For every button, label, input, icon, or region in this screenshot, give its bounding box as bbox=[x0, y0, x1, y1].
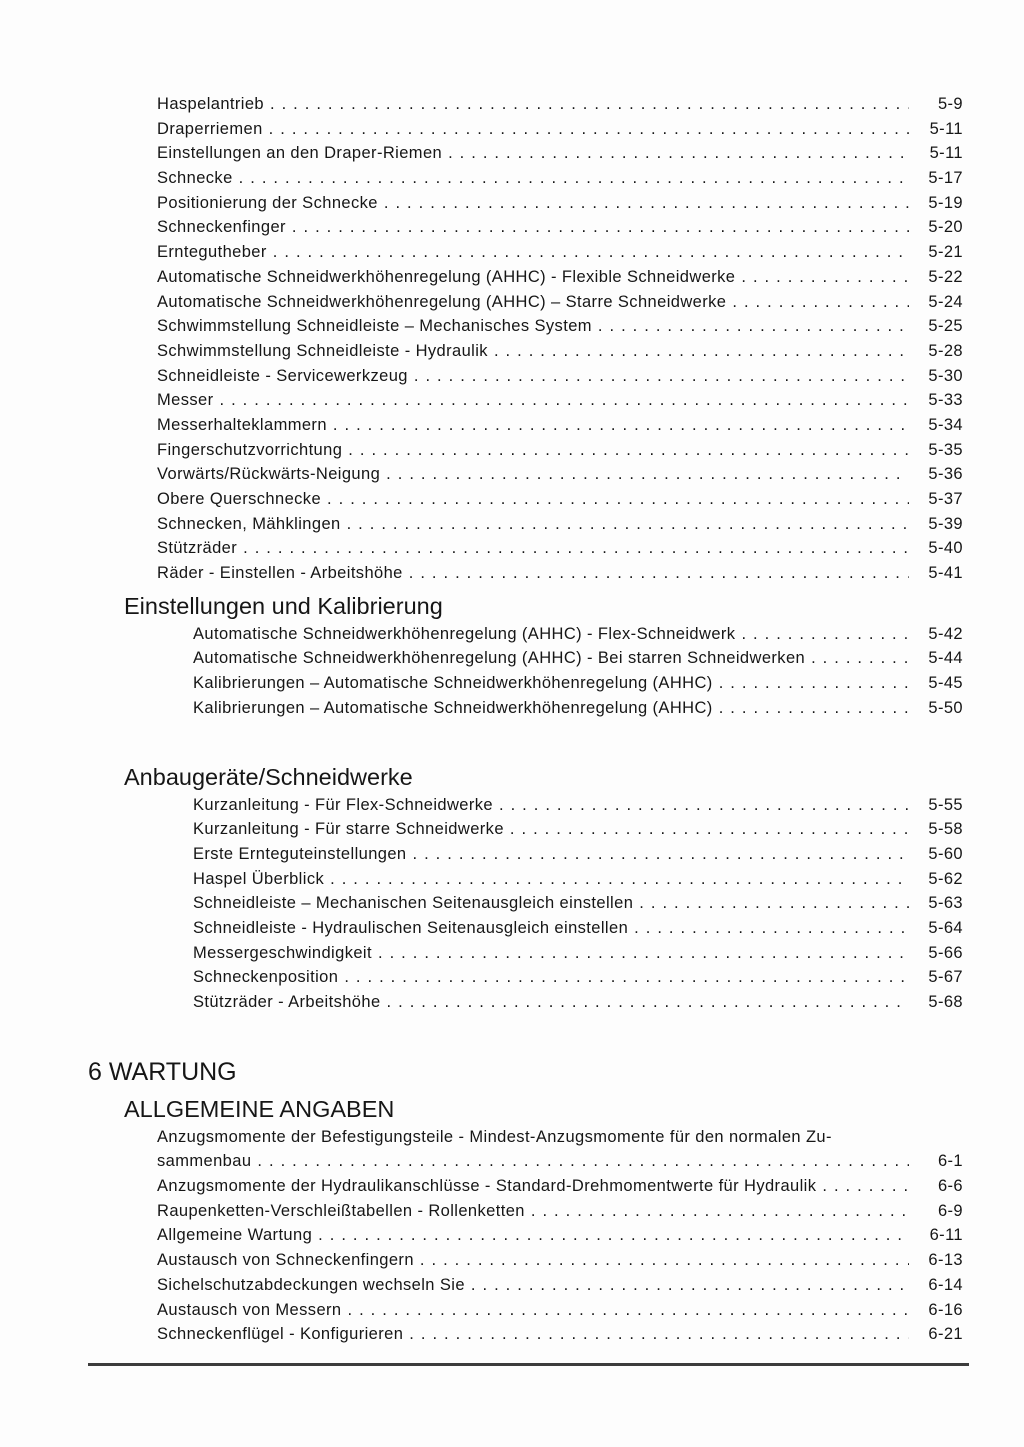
dot-leader bbox=[639, 891, 909, 916]
dot-leader bbox=[257, 1149, 909, 1174]
toc-entry-label: Automatische Schneidwerkhöhenregelung (AHHC) - Flex-Schneidwerk bbox=[193, 624, 736, 643]
dot-leader bbox=[387, 990, 909, 1015]
toc-entry bbox=[157, 388, 963, 413]
toc-entry-page-number: 5-11 bbox=[929, 144, 963, 163]
dot-leader bbox=[499, 793, 909, 818]
toc-entry-label: Einstellungen an den Draper-Riemen bbox=[157, 144, 443, 163]
toc-entry-label: Automatische Schneidwerkhöhenregelung (AHHC) - Flexible Schneidwerke bbox=[157, 267, 736, 286]
toc-entry bbox=[193, 965, 963, 990]
toc-entry bbox=[193, 646, 963, 671]
dot-leader bbox=[409, 1322, 909, 1347]
toc-entry bbox=[157, 438, 963, 463]
dot-leader bbox=[239, 166, 909, 191]
toc-entry-page-number: 5-66 bbox=[928, 943, 963, 962]
toc-entry-page-number: 6-16 bbox=[928, 1300, 963, 1319]
toc-entry bbox=[193, 891, 963, 916]
toc-entry bbox=[157, 141, 963, 166]
dot-leader bbox=[471, 1273, 909, 1298]
toc-entry-page-number: 5-55 bbox=[928, 795, 963, 814]
toc-entry-page-number: 5-67 bbox=[928, 968, 963, 987]
toc-entry-page-number: 5-50 bbox=[928, 698, 963, 717]
dot-leader bbox=[386, 462, 909, 487]
toc-entry-label: Schnecken, Mähklingen bbox=[157, 514, 341, 533]
dot-leader bbox=[531, 1199, 909, 1224]
toc-entry bbox=[193, 916, 963, 941]
toc-entry-label: Anzugsmomente der Hydraulikanschlüsse - Standard-Drehmomentwerte für Hydraulik bbox=[157, 1177, 817, 1196]
toc-entry-page-number: 5-17 bbox=[928, 169, 963, 188]
toc-entry-page-number: 6-14 bbox=[928, 1275, 963, 1294]
toc-entry-page-number: 5-28 bbox=[928, 341, 963, 360]
toc-entry-label: Raupenketten-Verschleißtabellen - Rollenketten bbox=[157, 1201, 525, 1220]
toc-entry bbox=[157, 1273, 963, 1298]
toc-entry bbox=[157, 290, 963, 315]
toc-entry bbox=[157, 1298, 963, 1323]
toc-entry bbox=[157, 512, 963, 537]
dot-leader bbox=[292, 215, 909, 240]
dot-leader bbox=[719, 671, 909, 696]
section-heading: Einstellungen und Kalibrierung bbox=[124, 592, 443, 619]
toc-entry-page-number: 5-63 bbox=[928, 894, 963, 913]
dot-leader bbox=[414, 364, 909, 389]
dot-leader bbox=[494, 339, 909, 364]
toc-entry-label: Automatische Schneidwerkhöhenregelung (AHHC) - Bei starren Schneidwerken bbox=[193, 649, 806, 668]
toc-entry-label: Positionierung der Schnecke bbox=[157, 193, 378, 212]
dot-leader bbox=[448, 141, 909, 166]
footer-rule bbox=[88, 1363, 969, 1366]
toc-entry-label: Schnecke bbox=[157, 169, 233, 188]
toc-entry-wrapped-line: Anzugsmomente der Befestigungsteile - Mindest-Anzugsmomente für den normalen Zu- bbox=[157, 1127, 832, 1146]
chapter-heading: 6 WARTUNG bbox=[88, 1057, 237, 1086]
toc-entry-label: Austausch von Schneckenfingern bbox=[157, 1251, 414, 1270]
dot-leader bbox=[344, 965, 909, 990]
toc-entry bbox=[157, 1199, 963, 1224]
toc-entry-label: Kalibrierungen – Automatische Schneidwerkhöhenregelung (AHHC) bbox=[193, 698, 713, 717]
toc-entry bbox=[193, 696, 963, 721]
toc-entry-label: Sichelschutzabdeckungen wechseln Sie bbox=[157, 1275, 465, 1294]
toc-entry-page-number: 5-45 bbox=[928, 674, 963, 693]
dot-leader bbox=[330, 867, 909, 892]
dot-leader bbox=[348, 438, 909, 463]
toc-entry bbox=[157, 191, 963, 216]
dot-leader bbox=[409, 561, 909, 586]
toc-entry-page-number: 5-11 bbox=[929, 119, 963, 138]
dot-leader bbox=[220, 388, 910, 413]
toc-entry-page-number: 6-21 bbox=[928, 1325, 963, 1344]
toc-entry-page-number: 5-21 bbox=[928, 243, 963, 262]
toc-entry-page-number: 5-19 bbox=[928, 193, 963, 212]
toc-entry-label: Schwimmstellung Schneidleiste - Hydraulik bbox=[157, 341, 488, 360]
dot-leader bbox=[741, 265, 909, 290]
toc-entry-page-number: 5-62 bbox=[928, 869, 963, 888]
toc-entry-page-number: 5-41 bbox=[928, 564, 963, 583]
toc-entry bbox=[157, 339, 963, 364]
toc-entry-label: Räder - Einstellen - Arbeitshöhe bbox=[157, 564, 403, 583]
dot-leader bbox=[420, 1248, 909, 1273]
toc-entry bbox=[157, 92, 963, 117]
toc-entry-page-number: 6-9 bbox=[937, 1201, 963, 1220]
toc-entry-label: sammenbau bbox=[157, 1152, 252, 1171]
toc-entry-page-number: 5-9 bbox=[937, 95, 963, 113]
dot-leader bbox=[634, 916, 909, 941]
toc-entry-label: Erste Ernteguteinstellungen bbox=[193, 844, 407, 863]
toc-entry bbox=[193, 793, 963, 818]
dot-leader bbox=[741, 622, 909, 647]
toc-entry bbox=[157, 117, 963, 142]
dot-leader bbox=[333, 413, 909, 438]
toc-entry-label: Allgemeine Wartung bbox=[157, 1226, 313, 1245]
toc-entry bbox=[157, 215, 963, 240]
toc-entry-page-number: 5-68 bbox=[928, 993, 963, 1011]
toc-entry-label: Fingerschutzvorrichtung bbox=[157, 440, 343, 459]
dot-leader bbox=[243, 536, 909, 561]
toc-entry-page-number: 5-30 bbox=[928, 366, 963, 385]
toc-entry-page-number: 5-35 bbox=[928, 440, 963, 459]
toc-entry-page-number: 5-39 bbox=[928, 514, 963, 533]
toc-entry-label: Austausch von Messern bbox=[157, 1300, 342, 1319]
toc-entry bbox=[193, 671, 963, 696]
dot-leader bbox=[732, 290, 909, 315]
dot-leader bbox=[719, 696, 909, 721]
toc-entry bbox=[157, 364, 963, 389]
toc-entry bbox=[157, 487, 963, 512]
toc-entry-label: Schneckenfinger bbox=[157, 218, 286, 237]
toc-entry bbox=[157, 1223, 963, 1248]
toc-entry-page-number: 5-33 bbox=[928, 391, 963, 410]
toc-entry bbox=[193, 622, 963, 647]
toc-entry bbox=[193, 842, 963, 867]
toc-entry bbox=[157, 166, 963, 191]
toc-entry bbox=[193, 941, 963, 966]
toc-entry-label: Stützräder - Arbeitshöhe bbox=[193, 993, 381, 1011]
toc-entry bbox=[157, 1248, 963, 1273]
toc-entry-label: Draperriemen bbox=[157, 119, 263, 138]
toc-entry-label: Schneidleiste – Mechanischen Seitenausgleich einstellen bbox=[193, 894, 634, 913]
dot-leader bbox=[270, 92, 909, 117]
toc-entry-label: Schneckenflügel - Konfigurieren bbox=[157, 1325, 404, 1344]
toc-entry-page-number: 5-44 bbox=[928, 649, 963, 668]
toc-entry-page-number: 5-58 bbox=[928, 820, 963, 839]
toc-entry-page-number: 5-25 bbox=[928, 317, 963, 336]
toc-entry bbox=[157, 1149, 963, 1174]
toc-entry bbox=[193, 990, 963, 1015]
dot-leader bbox=[378, 941, 909, 966]
toc-entry-label: Schneckenposition bbox=[193, 968, 339, 987]
dot-leader bbox=[348, 1298, 910, 1323]
toc-entry bbox=[157, 1174, 963, 1199]
dot-leader bbox=[413, 842, 909, 867]
toc-entry-page-number: 5-40 bbox=[928, 539, 963, 558]
dot-leader bbox=[327, 487, 909, 512]
toc-entry-label: Haspelantrieb bbox=[157, 95, 265, 113]
toc-entry-label: Messergeschwindigkeit bbox=[193, 943, 372, 962]
toc-entry-label: Messer bbox=[157, 391, 214, 410]
dot-leader bbox=[822, 1174, 909, 1199]
toc-entry-label: Schneidleiste - Servicewerkzeug bbox=[157, 366, 408, 385]
toc-entry-page-number: 5-64 bbox=[928, 918, 963, 937]
toc-entry bbox=[157, 413, 963, 438]
section-heading: Anbaugeräte/Schneidwerke bbox=[124, 763, 413, 790]
toc-entry bbox=[157, 462, 963, 487]
toc-entry bbox=[193, 867, 963, 892]
toc-entry bbox=[157, 561, 963, 586]
dot-leader bbox=[598, 314, 909, 339]
dot-leader bbox=[811, 646, 909, 671]
toc-entry-label: Schneidleiste - Hydraulischen Seitenausgleich einstellen bbox=[193, 918, 629, 937]
toc-entry bbox=[157, 314, 963, 339]
toc-entry-page-number: 5-34 bbox=[928, 415, 963, 434]
toc-entry-label: Messerhalteklammern bbox=[157, 415, 327, 434]
toc-entry-label: Stützräder bbox=[157, 539, 238, 558]
toc-entry-page-number: 6-13 bbox=[928, 1251, 963, 1270]
toc-entry bbox=[157, 265, 963, 290]
dot-leader bbox=[318, 1223, 909, 1248]
dot-leader bbox=[269, 117, 909, 142]
toc-entry-page-number: 6-11 bbox=[929, 1226, 963, 1245]
toc-entry bbox=[193, 817, 963, 842]
toc-entry-label: Kalibrierungen – Automatische Schneidwerkhöhenregelung (AHHC) bbox=[193, 674, 713, 693]
dot-leader bbox=[273, 240, 909, 265]
toc-entry-label: Automatische Schneidwerkhöhenregelung (AHHC) – Starre Schneidwerke bbox=[157, 292, 727, 311]
dot-leader bbox=[510, 817, 909, 842]
section-heading: ALLGEMEINE ANGABEN bbox=[124, 1095, 395, 1122]
toc-entry-page-number: 6-1 bbox=[937, 1152, 963, 1171]
table-of-contents bbox=[88, 0, 963, 1366]
toc-entry-page-number: 5-24 bbox=[928, 292, 963, 311]
toc-entry-page-number: 5-37 bbox=[928, 490, 963, 508]
toc-entry bbox=[157, 536, 963, 561]
toc-entry bbox=[157, 1322, 963, 1347]
toc-entry-label: Kurzanleitung - Für starre Schneidwerke bbox=[193, 820, 504, 839]
toc-entry-label: Obere Querschnecke bbox=[157, 490, 322, 508]
toc-entry-label: Kurzanleitung - Für Flex-Schneidwerke bbox=[193, 795, 494, 814]
toc-entry-page-number: 6-6 bbox=[937, 1177, 963, 1196]
dot-leader bbox=[347, 512, 909, 537]
dot-leader bbox=[384, 191, 909, 216]
toc-entry-page-number: 5-20 bbox=[928, 218, 963, 237]
toc-entry-label: Vorwärts/Rückwärts-Neigung bbox=[157, 465, 381, 484]
toc-entry-page-number: 5-36 bbox=[928, 465, 963, 484]
toc-entry-label: Schwimmstellung Schneidleiste – Mechanisches System bbox=[157, 317, 592, 336]
toc-entry-page-number: 5-22 bbox=[928, 267, 963, 286]
toc-entry-label: Haspel Überblick bbox=[193, 869, 325, 888]
toc-entry-page-number: 5-60 bbox=[928, 844, 963, 863]
toc-entry-label: Erntegutheber bbox=[157, 243, 267, 262]
toc-entry bbox=[157, 240, 963, 265]
toc-entry-page-number: 5-42 bbox=[928, 624, 963, 643]
